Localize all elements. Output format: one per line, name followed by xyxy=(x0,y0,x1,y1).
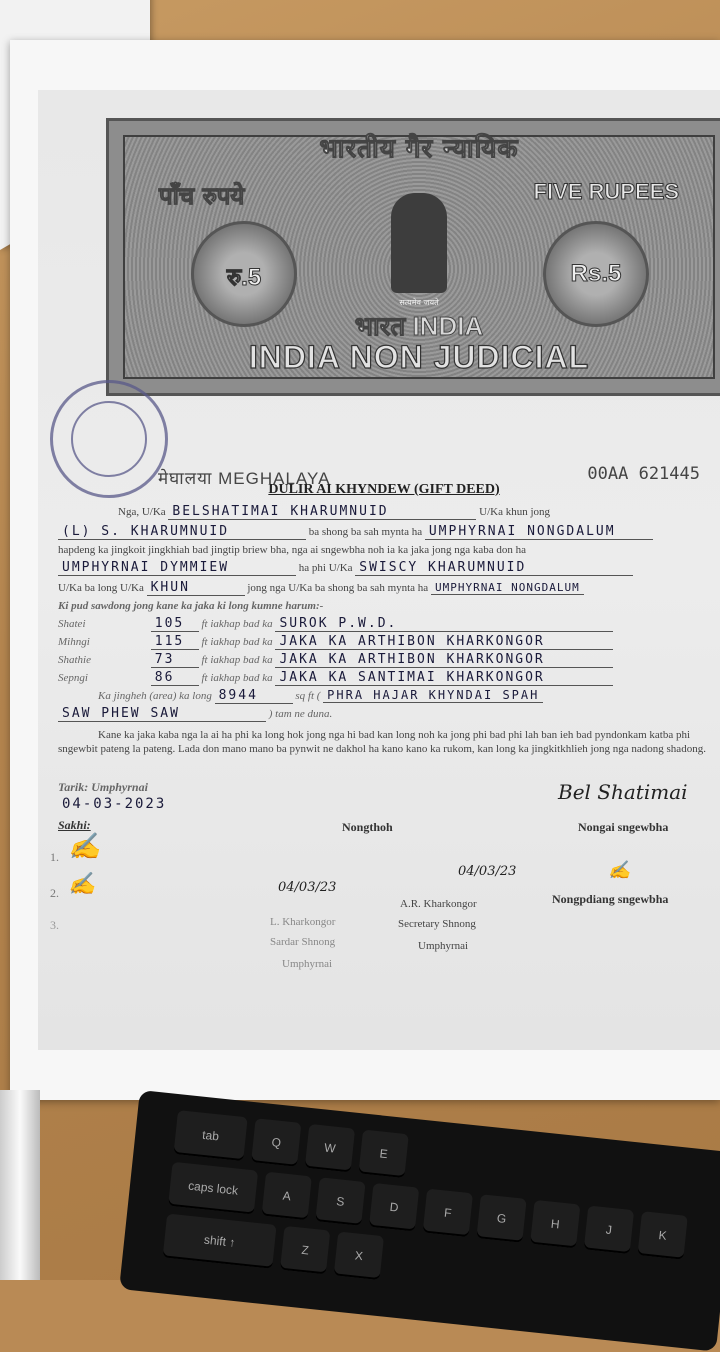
boundary-unit: ft iakhap bad ka xyxy=(201,672,273,684)
date-value: 04-03-2023 xyxy=(62,796,167,812)
boundary-row xyxy=(58,616,613,632)
key-e[interactable]: E xyxy=(358,1130,408,1179)
boundary-direction: Shatei xyxy=(58,618,86,630)
witness-signature-icon: ✍ xyxy=(68,872,96,897)
area-unit: sq ft ( xyxy=(295,690,321,702)
boundary-unit: ft iakhap bad ka xyxy=(201,636,273,648)
witness-number: 3. xyxy=(50,918,59,932)
key-shift[interactable]: shift ↑ xyxy=(163,1214,277,1269)
stamp-title-hindi: भारतीय गैर न्यायिक xyxy=(319,134,519,164)
parent-name: (L) S. KHARUMNUID xyxy=(58,524,306,540)
relation: KHUN xyxy=(147,580,245,596)
donor-signature: Bel Shatimai xyxy=(558,780,688,804)
key-s[interactable]: S xyxy=(315,1177,365,1226)
stamp-value-english: FIVE RUPEES xyxy=(533,179,679,204)
sardar-title: Sardar Shnong xyxy=(270,936,336,948)
boundary-heading: Ki pud sawdong jong kane ka jaka ki long kumne harum:- xyxy=(58,600,324,612)
line2-mid: ba shong ba sah mynta ha xyxy=(308,526,423,538)
stamp-non-judicial: INDIA NON JUDICIAL xyxy=(248,339,590,375)
pen-object xyxy=(0,1090,40,1280)
stamp-paper-header xyxy=(106,118,720,396)
sardar-signature: 04/03/23 xyxy=(278,880,337,895)
area-words: PHRA HAJAR KHYNDAI SPAH xyxy=(323,688,543,703)
round-seal-icon xyxy=(50,380,168,498)
key-f[interactable]: F xyxy=(423,1189,473,1238)
key-q[interactable]: Q xyxy=(251,1118,301,1167)
key-a[interactable]: A xyxy=(262,1172,312,1221)
key-k[interactable]: K xyxy=(637,1211,687,1260)
date-label: Tarik: Umphyrnai xyxy=(58,780,148,794)
secretary-name: A.R. Kharkongor xyxy=(400,898,477,910)
form-line-3: hapdeng ka jingkoit jingkhiah bad jingtip briew bha, nga ai sngewbha noh ia ka jaka jong nga kaba don ha xyxy=(58,544,526,556)
sardar-place: Umphyrnai xyxy=(282,958,333,970)
key-g[interactable]: G xyxy=(476,1194,526,1243)
boundary-unit: ft iakhap bad ka xyxy=(201,654,273,666)
key-w[interactable]: W xyxy=(305,1124,355,1173)
stamp-value-hindi: पाँच रुपये xyxy=(159,181,245,210)
stamp-denomination-hindi: रु.5 xyxy=(226,264,262,291)
boundary-row xyxy=(58,670,613,686)
area-suffix: ) tam ne duna. xyxy=(268,708,333,720)
nongai-label: Nongai sngewbha xyxy=(578,820,669,834)
nongthoh-label: Nongthoh xyxy=(342,820,393,834)
witness-number: 1. xyxy=(50,850,59,864)
boundary-feet: 73 xyxy=(151,652,199,668)
stamp-denomination-english: Rs.5 xyxy=(570,260,622,287)
nongpdiang-signature-icon: ✍ xyxy=(608,860,631,881)
declaration-paragraph: Kane ka jaka kaba nga la ai ha phi ka long hok jong nga hi bad kan long noh ka jong phi bad phi lah ban ieh bad pyndonkam katba phi sngewbit pateng la pateng. Lada don mano mano ba pynwit ne dakhol ha kano kano ka rukom, kan long ka jingkitkhlieh jong nga nadong shadong. xyxy=(58,729,706,755)
stamp-serial-number: 00AA 621445 xyxy=(587,464,700,484)
secretary-signature: 04/03/23 xyxy=(458,864,517,879)
recipient-name: SWISCY KHARUMNUID xyxy=(355,560,633,576)
line1-prefix: Nga, U/Ka xyxy=(118,506,166,518)
sardar-name: L. Kharkongor xyxy=(270,916,336,928)
key-z[interactable]: Z xyxy=(280,1226,330,1275)
key-d[interactable]: D xyxy=(369,1183,419,1232)
line4-mid: ha phi U/Ka xyxy=(298,562,353,574)
line5-prefix: U/Ka ba long U/Ka xyxy=(58,582,144,594)
nongpdiang-label: Nongpdiang sngewbha xyxy=(552,892,669,906)
boundary-neighbour: JAKA KA SANTIMAI KHARKONGOR xyxy=(275,670,613,686)
emblem-caption: सत्यमेव जयते xyxy=(399,298,439,307)
line5-mid: jong nga U/Ka ba shong ba sah mynta ha xyxy=(247,582,429,594)
boundary-row xyxy=(58,634,613,650)
boundary-feet: 115 xyxy=(151,634,199,650)
witness-label: Sakhi: xyxy=(58,818,91,832)
state-name: मेघालया MEGHALAYA xyxy=(158,469,331,488)
witness-signature-icon: ✍ xyxy=(68,832,101,862)
boundary-neighbour: JAKA KA ARTHIBON KHARKONGOR xyxy=(275,652,613,668)
boundary-direction: Sepngi xyxy=(58,672,88,684)
area-words-continued: SAW PHEW SAW xyxy=(58,706,266,722)
boundary-feet: 105 xyxy=(151,616,199,632)
witness-number: 2. xyxy=(50,886,59,900)
recipient-village: UMPHYRNAI NONGDALUM xyxy=(431,581,584,595)
boundary-direction: Mihngi xyxy=(58,636,90,648)
boundary-feet: 86 xyxy=(151,670,199,686)
area-line xyxy=(98,688,543,704)
gift-deed-photocopy xyxy=(38,90,720,1050)
line1-suffix: U/Ka khun jong xyxy=(479,506,551,518)
national-emblem-icon xyxy=(391,193,447,293)
key-j[interactable]: J xyxy=(584,1206,634,1255)
secretary-place: Umphyrnai xyxy=(418,940,469,952)
donor-name: BELSHATIMAI KHARUMNUID xyxy=(168,504,476,520)
form-line-4 xyxy=(58,560,633,576)
deed-title: DULIR AI KHYNDEW (GIFT DEED) xyxy=(268,482,500,497)
area-line-2 xyxy=(58,706,332,722)
form-line-5 xyxy=(58,580,584,596)
boundary-row xyxy=(58,652,613,668)
area-prefix: Ka jingheh (area) ka long xyxy=(98,690,212,702)
area-value: 8944 xyxy=(215,688,293,704)
boundary-neighbour: JAKA KA ARTHIBON KHARKONGOR xyxy=(275,634,613,650)
land-location: UMPHYRNAI DYMMIEW xyxy=(58,560,296,576)
key-x[interactable]: X xyxy=(334,1232,384,1281)
key-tab[interactable]: tab xyxy=(174,1110,248,1161)
key-caps-lock[interactable]: caps lock xyxy=(168,1162,258,1215)
boundary-direction: Shathie xyxy=(58,654,91,666)
boundary-unit: ft iakhap bad ka xyxy=(201,618,273,630)
form-line-1 xyxy=(118,504,550,520)
document-sheet xyxy=(10,40,720,1100)
donor-village: UMPHYRNAI NONGDALUM xyxy=(425,524,653,540)
form-line-2 xyxy=(58,524,653,540)
stamp-bharat-india: भारत INDIA xyxy=(354,311,484,341)
boundary-neighbour: SUROK P.W.D. xyxy=(275,616,613,632)
secretary-title: Secretary Shnong xyxy=(398,918,476,930)
key-h[interactable]: H xyxy=(530,1200,580,1249)
